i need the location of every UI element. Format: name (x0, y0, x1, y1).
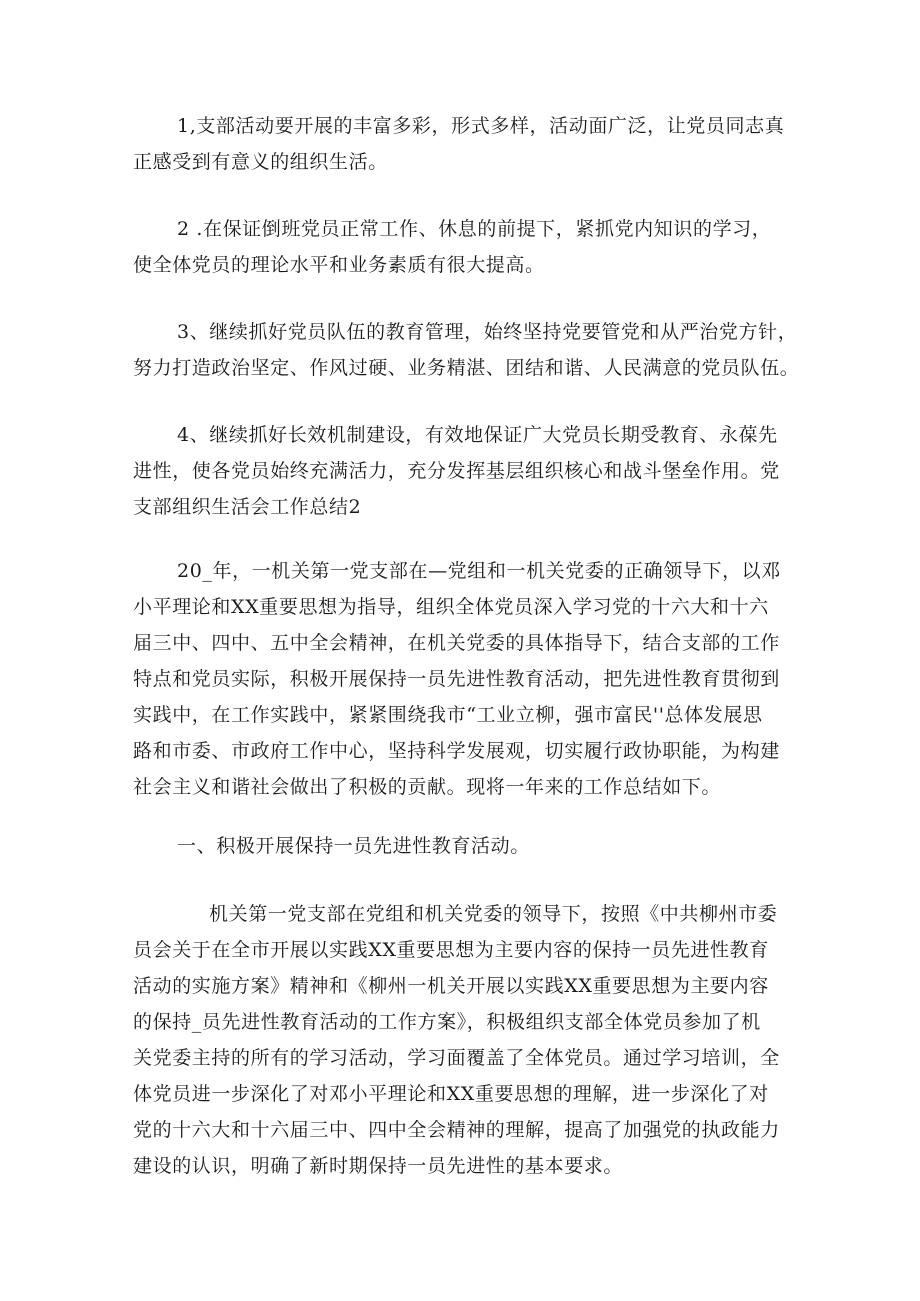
paragraph-line: 活动的实施方案》精神和《柳州一机关开展以实践XX重要思想为主要内容 (133, 975, 769, 997)
paragraph-line: 届三中、四中、五中全会精神，在机关党委的具体指导下，结合支部的工作 (133, 632, 780, 654)
paragraph-line: 努力打造政治坚定、作风过硬、业务精湛、团结和谐、人民满意的党员队伍。 (133, 357, 800, 379)
paragraph-5 (133, 553, 793, 805)
section-heading: 一、积极开展保持一员先进性教育活动。 (177, 835, 530, 857)
paragraph-3 (133, 314, 800, 386)
paragraph-line: 路和市委、市政府工作中心，坚持科学发展观，切实履行政协职能，为构建 (133, 740, 780, 762)
paragraph-line: 的保持_员先进性教育活动的工作方案》，积极组织支部全体党员参加了机 (133, 1011, 761, 1033)
paragraph-line: 1,支部活动要开展的丰富多彩，形式多样，活动面广泛，让党员同志真 (177, 115, 785, 137)
paragraph-line: 体党员进一步深化了对邓小平理论和XX重要思想的理解，进一步深化了对 (133, 1083, 769, 1105)
paragraph-4 (133, 417, 793, 525)
paragraph-line: 3、继续抓好党员队伍的教育管理，始终坚持党要管党和从严治党方针， (177, 321, 798, 343)
paragraph-line: 2 .在保证倒班党员正常工作、休息的前提下，紧抓党内知识的学习， (177, 218, 772, 240)
paragraph-line: 建设的认识，明确了新时期保持一员先进性的基本要求。 (133, 1155, 624, 1177)
paragraph-line: 使全体党员的理论水平和业务素质有很大提高。 (133, 254, 545, 276)
paragraph-line: 员会关于在全市开展以实践XX重要思想为主要内容的保持一员先进性教育 (133, 939, 769, 961)
paragraph-line: 党的十六大和十六届三中、四中全会精神的理解，提高了加强党的执政能力 (133, 1119, 780, 1141)
paragraph-line: 关党委主持的所有的学习活动，学习面覆盖了全体党员。通过学习培训，全 (133, 1047, 780, 1069)
paragraph-line: 4、继续抓好长效机制建设，有效地保证广大党员长期受教育、永葆先 (177, 424, 778, 446)
paragraph-line: 进性，使各党员始终充满活力，充分发挥基层组织核心和战斗堡垒作用。党 (133, 460, 780, 482)
paragraph-line: 小平理论和XX重要思想为指导，组织全体党员深入学习党的十六大和十六 (133, 596, 769, 618)
paragraph-line: 支部组织生活会工作总结2 (133, 496, 362, 518)
paragraph-line: 机关第一党支部在党组和机关党委的领导下，按照《中共柳州市委 (209, 903, 778, 925)
paragraph-line: 特点和党员实际，积极开展保持一员先进性教育活动，把先进性教育贯彻到 (133, 668, 780, 690)
paragraph-6 (133, 896, 793, 1184)
paragraph-2 (133, 211, 793, 283)
paragraph-line: 20_年，一机关第一党支部在—党组和一机关党委的正确领导下，以邓 (177, 560, 781, 582)
paragraph-line: 正感受到有意义的组织生活。 (133, 151, 388, 173)
paragraph-line: 实践中，在工作实践中，紧紧围绕我市“工业立柳，强市富民''总体发展思 (133, 704, 763, 726)
paragraph-line: 社会主义和谐社会做出了积极的贡献。现将一年来的工作总结如下。 (133, 776, 722, 798)
paragraph-1 (133, 108, 793, 180)
